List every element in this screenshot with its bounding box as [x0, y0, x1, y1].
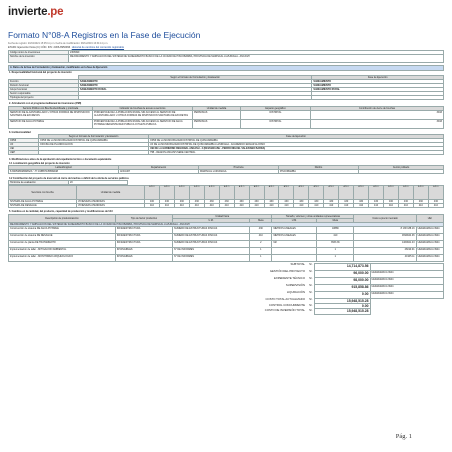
loc-cell: 8.360538948998323 / -77.168857435899948 — [9, 170, 119, 174]
prod-meta2: 1 — [317, 254, 354, 261]
year-header: A Ñ O — [249, 186, 264, 200]
history-link[interactable]: Historial de cambios del contenido registrable — [71, 46, 125, 49]
total-uei: UEIGRAMACA 3944 — [370, 291, 444, 298]
prod-uei: UEIGRAMACA 3944 — [416, 226, 443, 233]
year-header: A Ñ O — [309, 186, 324, 200]
year-header: A Ñ O — [428, 186, 443, 200]
col-fe-header: Según el formato de Formulación y Evaluación — [79, 75, 312, 79]
total-currency: S/. — [309, 276, 313, 281]
brecha-year-value: 430 — [204, 200, 219, 204]
year-header: A Ñ O — [204, 186, 219, 200]
pmi-header: Servicio Público con Brecha identificada y priorizada — [9, 106, 93, 110]
prod-header: UEI — [416, 214, 443, 222]
institucionalidad-table — [8, 134, 444, 155]
brecha-year-value: 430 — [159, 200, 174, 204]
prod-desc: Construcción de planta DE TRATAMIENTO — [9, 240, 116, 247]
total-label: EXPEDIENTE TÉCNICO — [273, 276, 305, 281]
prod-meta: 2 — [250, 240, 272, 247]
row-ej — [312, 95, 444, 99]
pmi-contribucion: 3943 — [311, 110, 444, 119]
pmi-header: Contribución de cierre de brechas — [311, 106, 444, 110]
year-header: A Ñ O — [219, 186, 234, 200]
prod-costo: 4699944.06 — [354, 233, 416, 240]
inst-label: UEP — [9, 151, 39, 155]
brecha-year-value: 410 — [339, 204, 354, 208]
brecha-year-value: 430 — [249, 200, 264, 204]
localizacion-table — [8, 165, 444, 174]
brecha-year-value: 410 — [264, 204, 279, 208]
pmi-header: Indicador de brechas de acceso a servicios — [93, 106, 193, 110]
brecha-year-value: 430 — [219, 200, 234, 204]
year-header: A Ñ O — [189, 186, 204, 200]
document-body — [8, 50, 444, 315]
brecha-year-value: 430 — [234, 200, 249, 204]
prod-um2 — [272, 254, 317, 261]
prod-um: NUMERO DE ESTRUCTURAS FISICAS — [173, 240, 250, 247]
section-1-title: 1. Responsabilidad funcional del proyecto de inversión — [9, 71, 72, 75]
brecha-table — [8, 185, 444, 208]
prod-um: N° DE INFORMES — [173, 247, 250, 254]
codigo-value: 2306999 — [69, 51, 444, 55]
year-header: A Ñ O — [413, 186, 428, 200]
section-4-title: 4. Modificaciones antes de la aprobación del expediente técnico o documento equivalente — [9, 157, 112, 161]
inst-label: UF — [9, 143, 39, 147]
inst-col-ej: Fase de Ejecución — [149, 135, 444, 139]
prod-costo: 46190.01 — [354, 247, 416, 254]
prod-header: Descripción de producto/acción — [9, 214, 116, 222]
row-label: División funcional — [9, 83, 79, 87]
total-currency: S/. — [309, 302, 313, 307]
brecha-year-value: 410 — [369, 204, 384, 208]
prod-meta2: 3533.36 — [317, 240, 354, 247]
year-header: A Ñ O — [279, 186, 294, 200]
codigo-label: Código único de inversiones — [9, 51, 69, 55]
prod-uei: UEIGRAMACA 3944 — [416, 247, 443, 254]
prod-um: N° DE INFORMES — [173, 254, 250, 261]
section-3-title: 3. Institucionalidad — [9, 130, 31, 134]
total-value: 96,000.00 — [314, 270, 370, 277]
brecha-year-value: 410 — [309, 204, 324, 208]
row-fe: SANEAMIENTO RURAL — [79, 87, 312, 91]
horizonte-value: 20 — [69, 181, 128, 185]
brecha-servicio: SISTEMA DE DESAGUE — [9, 204, 77, 208]
loc-cell: MARISCAL LUZURIAGA — [199, 170, 279, 174]
pmi-espacio: DISTRITAL — [241, 110, 311, 119]
brecha-year-value: 410 — [145, 204, 160, 208]
brecha-year-value: 430 — [145, 200, 160, 204]
prod-tipo: INFRAESTRUCTURA — [115, 233, 172, 240]
section-4-1-title: 4.1 Localización geográfica del proyecto de inversión — [9, 161, 70, 165]
brecha-header: Servicios con brecha — [9, 186, 77, 200]
prod-um: NUMERO DE ESTRUCTURAS FISICAS — [173, 226, 250, 233]
row-ej: SANEAMIENTO — [312, 79, 444, 83]
brecha-year-value: 430 — [428, 200, 443, 204]
total-label: COSTO DE INVERSIÓN TOTAL — [264, 307, 305, 312]
brecha-year-value: 410 — [219, 204, 234, 208]
total-value: 0.00 — [314, 304, 370, 309]
brecha-year-value: 430 — [354, 200, 369, 204]
brecha-year-value: 430 — [294, 200, 309, 204]
totals-table — [8, 263, 444, 315]
pmi-servicio: SERVICIO DE ALCANTARILLADO U OTRAS FORMAS DE DISPOSICION SANITARIA DE EXCRETAS — [9, 110, 93, 119]
inst-fe — [39, 151, 149, 155]
total-value: 15,948,515.28 — [314, 309, 370, 314]
brecha-year-value: 410 — [159, 204, 174, 208]
row-label: Función — [9, 79, 79, 83]
brecha-year-value: 430 — [264, 200, 279, 204]
prod-uei: UEIGRAMACA 3944 — [416, 233, 443, 240]
pmi-header: Espacio geográfico — [241, 106, 311, 110]
total-label: COSTO TOTAL ACTUALIZADO — [265, 297, 305, 302]
status-line — [8, 46, 124, 49]
inst-col-fe: Según el formato de Formulación y Evaluación — [39, 135, 149, 139]
prod-desc: Implementación de taller - MITIGACION AMBIENTAL — [9, 247, 116, 254]
brecha-year-value: 410 — [234, 204, 249, 208]
brecha-year-value: 410 — [204, 204, 219, 208]
brecha-year-value: 430 — [413, 200, 428, 204]
loc-cell: ANCASH — [119, 170, 199, 174]
prod-desc: Construcción de sistema DE AGUA POTABLE — [9, 226, 116, 233]
prod-desc: Implementación de taller - MONITOREO ARQUEOLOGICO — [9, 254, 116, 261]
prod-meta2: 410 — [317, 233, 354, 240]
prod-tipo: INFRAESTRUCTURA — [115, 240, 172, 247]
prod-um2: METROS LINEALES — [272, 226, 317, 233]
nombre-label: Nombre de la inversión — [9, 55, 69, 63]
year-header: A Ñ O — [339, 186, 354, 200]
prod-header: Unidad física — [173, 214, 272, 218]
prod-subheader: U.M. — [173, 218, 250, 222]
inst-fe: OFICINA DE PLANIFICACION — [39, 143, 149, 147]
pmi-espacio: DISTRITAL — [241, 119, 311, 128]
prod-meta2: 18889 — [317, 226, 354, 233]
prod-tipo: INTANGIBLES — [115, 254, 172, 261]
prod-subheader: Meta — [317, 218, 354, 222]
prod-meta: 430 — [250, 226, 272, 233]
total-value: 0.00 — [314, 291, 370, 298]
prod-um2: M2 — [272, 240, 317, 247]
prod-tipo: INTANGIBLES — [115, 247, 172, 254]
logo-main: invierte — [8, 6, 48, 18]
brecha-year-value: 430 — [174, 200, 189, 204]
row-label: Tipología del proyecto — [9, 95, 79, 99]
section-4-2-title: 4.2 Contribución del proyecto de inversión al cierre de brechas o déficit de la oferta de servicios públicos — [9, 176, 129, 180]
brecha-servicio: SISTEMA DE AGUA POTABLE — [9, 200, 77, 204]
row-fe: SANEAMIENTO — [79, 83, 312, 87]
inst-ej: UEI DE LA GOBIERNO REGIONAL ANCASH - 2 (DEVIANCASH - PEDRO MIGUEL VALEZIANO BARDA) — [149, 147, 444, 151]
brecha-year-value: 410 — [279, 204, 294, 208]
brecha-year-value: 410 — [398, 204, 413, 208]
total-currency: S/. — [309, 283, 313, 288]
total-label: GESTIÓN DEL PROYECTO — [269, 269, 305, 274]
row-ej: SANEAMIENTO RURAL — [312, 87, 444, 91]
inst-ej: UF DE LA MUNICIPALIDAD DISTRITAL DE QUINUABAMBA LUZURIAGA - ACADEMICO EDGAR ALONSO — [149, 143, 444, 147]
pmi-table — [8, 106, 444, 129]
pmi-indicador: PORCENTAJE DE LA POBLACION RURAL SIN ACCESO AL SERVICIO DE ALCANTARILLADO U OTRAS FORMAS DE DISPOSICION SANITARIA DE EXCRETAS — [93, 110, 193, 119]
year-header: A Ñ O — [369, 186, 384, 200]
total-uei: UEIGRAMACA 3944 — [370, 284, 444, 291]
section-a-header: A. Datos de la fase de Formulación y Evaluación, modificados en la fase de Ejecución — [8, 65, 444, 71]
brecha-year-value: 430 — [384, 200, 399, 204]
pmi-header: Unidad de medida — [193, 106, 241, 110]
total-uei: UEIGRAMACA 3944 — [370, 270, 444, 277]
section-5-title: 5. Cambios en la cantidad, del producto, capacidad de producción y modificaciones de UEI — [9, 210, 113, 214]
year-header: A Ñ O — [234, 186, 249, 200]
loc-header: Departamento — [119, 166, 199, 170]
brecha-year-value: 430 — [279, 200, 294, 204]
total-uei — [370, 263, 444, 270]
total-currency: S/. — [309, 307, 313, 312]
page-title: Formato N°08-A Registros en la Fase de Ejecución — [8, 30, 201, 40]
brecha-year-value: 410 — [354, 204, 369, 208]
year-header: A Ñ O — [354, 186, 369, 200]
year-header: A Ñ O — [294, 186, 309, 200]
total-label: SUBTOTAL — [290, 262, 305, 267]
brecha-year-value: 410 — [294, 204, 309, 208]
total-currency: S/. — [309, 297, 313, 302]
prod-desc: Construcción de sistema DE DESAGUE — [9, 233, 116, 240]
year-header: A Ñ O — [324, 186, 339, 200]
brecha-year-value: 430 — [309, 200, 324, 204]
invierte-logo — [8, 6, 63, 18]
status-text: ETAPA: Ejecución física (C) CÓD. INV: 2306-8956996 — [8, 46, 71, 49]
year-header: A Ñ O — [398, 186, 413, 200]
inst-fe: OPMI DE LA MUNICIPALIDAD DISTRITAL DE QUINUABAMBA — [39, 139, 149, 143]
registration-meta: Fecha de registro: 20/04/2021 15:05:11 p.m. Fecha de modificación: 08/11/2019 16:34:14 p.m. — [8, 42, 108, 45]
brecha-year-value: 410 — [428, 204, 443, 208]
loc-header: Provincia — [199, 166, 279, 170]
year-header: A Ñ O — [159, 186, 174, 200]
prod-header: Tamaño, volumen y otras unidades representativas — [272, 214, 354, 218]
pmi-unidad: PERSONAS — [193, 119, 241, 128]
total-label: SUPERVISIÓN — [285, 283, 305, 288]
brecha-year-value: 410 — [189, 204, 204, 208]
pmi-indicador: PORCENTAJE DE LA POBLACION RURAL SIN ACCESO AL SERVICIO DE AGUA POTABLE MEDIANTE RED PUBLICA O PILETA PUBLICA — [93, 119, 193, 128]
brecha-year-value: 430 — [369, 200, 384, 204]
prod-meta: 1 — [250, 247, 272, 254]
productos-table — [8, 214, 444, 262]
total-value: 15,948,515.28 — [314, 298, 370, 303]
prod-header: Tipo de factor productivo — [115, 214, 172, 222]
brecha-year-value: 410 — [413, 204, 428, 208]
loc-header: Latitud/longitud — [9, 166, 119, 170]
row-label: Sector responsable — [9, 91, 79, 95]
brecha-year-value: 430 — [339, 200, 354, 204]
prod-um: NUMERO DE ESTRUCTURAS FISICAS — [173, 233, 250, 240]
inst-ej: OPMI DE LA MUNICIPALIDAD DISTRITAL DE QUINUABAMBA — [149, 139, 444, 143]
prod-meta: 410 — [250, 233, 272, 240]
year-header: A Ñ O — [384, 186, 399, 200]
total-value: 98,000.00 — [314, 277, 370, 284]
year-header: A Ñ O — [174, 186, 189, 200]
prod-meta2: 1 — [317, 247, 354, 254]
year-header: A Ñ O — [145, 186, 160, 200]
total-value: 14,714,873.56 — [314, 263, 370, 270]
inst-label: UEI — [9, 147, 39, 151]
brecha-year-value: 430 — [189, 200, 204, 204]
prod-header: Costo a precio mercado — [354, 214, 416, 222]
brecha-year-value: 430 — [324, 200, 339, 204]
horizonte-label: Horizonte de evaluación — [9, 181, 69, 185]
brecha-header: Unidad de medida — [77, 186, 145, 200]
brecha-unidad: VIVIENDAS ATENDIDAS — [77, 200, 145, 204]
brecha-unidad: VIVIENDAS ATENDIDAS — [77, 204, 145, 208]
section-2-title: 2. Articulación con el programa multianual de inversiones (PMI) — [9, 101, 82, 105]
general-info-table — [8, 50, 444, 63]
project-banner: MEJORAMIENTO Y AMPLIACION DEL SISTEMA DE SANEAMIENTO BASICO DE LA CIUDAD DE PISCOBAMBA, PROVINCIA DE MARISCAL LUZURIAGA - ANCASH — [9, 222, 444, 226]
inst-label: OPMI — [9, 139, 39, 143]
prod-costo: 41905.11 — [354, 254, 416, 261]
prod-um2: METROS LINEALES — [272, 233, 317, 240]
pmi-contribucion: 3943 — [311, 119, 444, 128]
total-value: 915,858.86 — [314, 284, 370, 291]
page-number: Pág. 1 — [395, 433, 412, 440]
total-label: CONTROL CONCURRENTE — [268, 302, 305, 307]
loc-cell — [359, 170, 444, 174]
loc-header: Distrito — [279, 166, 359, 170]
row-fe: SANEAMIENTO — [79, 79, 312, 83]
row-label: Grupo funcional — [9, 87, 79, 91]
total-currency: S/. — [309, 290, 313, 295]
loc-cell: PISCOBAMBA — [279, 170, 359, 174]
prod-uei: UEIGRAMACA 3944 — [416, 240, 443, 247]
brecha-year-value: 410 — [384, 204, 399, 208]
prod-um2 — [272, 247, 317, 254]
brecha-year-value: 410 — [174, 204, 189, 208]
prod-subheader: U.M. — [272, 218, 317, 222]
row-ej: SANEAMIENTO — [312, 83, 444, 87]
inst-ej: 75B - REGION ANCASH-SEDE CENTRAL — [149, 151, 444, 155]
pmi-servicio: SERVICIO DE AGUA POTABLE — [9, 119, 93, 128]
prod-costo: 8 138 188.16 — [354, 226, 416, 233]
prod-uei: UEIGRAMACA 3944 — [416, 254, 443, 261]
year-header: A Ñ O — [264, 186, 279, 200]
logo-suffix: .pe — [47, 6, 64, 18]
brecha-year-value: 410 — [324, 204, 339, 208]
prod-tipo: INFRAESTRUCTURA — [115, 226, 172, 233]
responsabilidad-table — [8, 75, 444, 100]
total-label: LIQUIDACIÓN — [286, 290, 305, 295]
pmi-unidad: PERSONAS — [193, 110, 241, 119]
brecha-year-value: 410 — [249, 204, 264, 208]
total-uei — [370, 309, 444, 314]
loc-header: Centro poblado — [359, 166, 444, 170]
col-ej-header: Fase de Ejecución — [312, 75, 444, 79]
total-currency: S/. — [309, 269, 313, 274]
nombre-value: MEJORAMIENTO Y AMPLIACION DEL SISTEMA DE SANEAMIENTO BASICO DE LA CIUDAD DE PISCOBAMBA, PROVINCIA DE MARISCAL LUZURIAGA - ANCASH — [69, 55, 444, 63]
row-fe — [79, 95, 312, 99]
prod-subheader: Meta — [250, 218, 272, 222]
prod-costo: 1460921.43 — [354, 240, 416, 247]
total-uei: UEIGRAMACA 3944 — [370, 277, 444, 284]
prod-meta: 1 — [250, 254, 272, 261]
total-currency: S/. — [309, 262, 313, 267]
brecha-year-value: 430 — [398, 200, 413, 204]
